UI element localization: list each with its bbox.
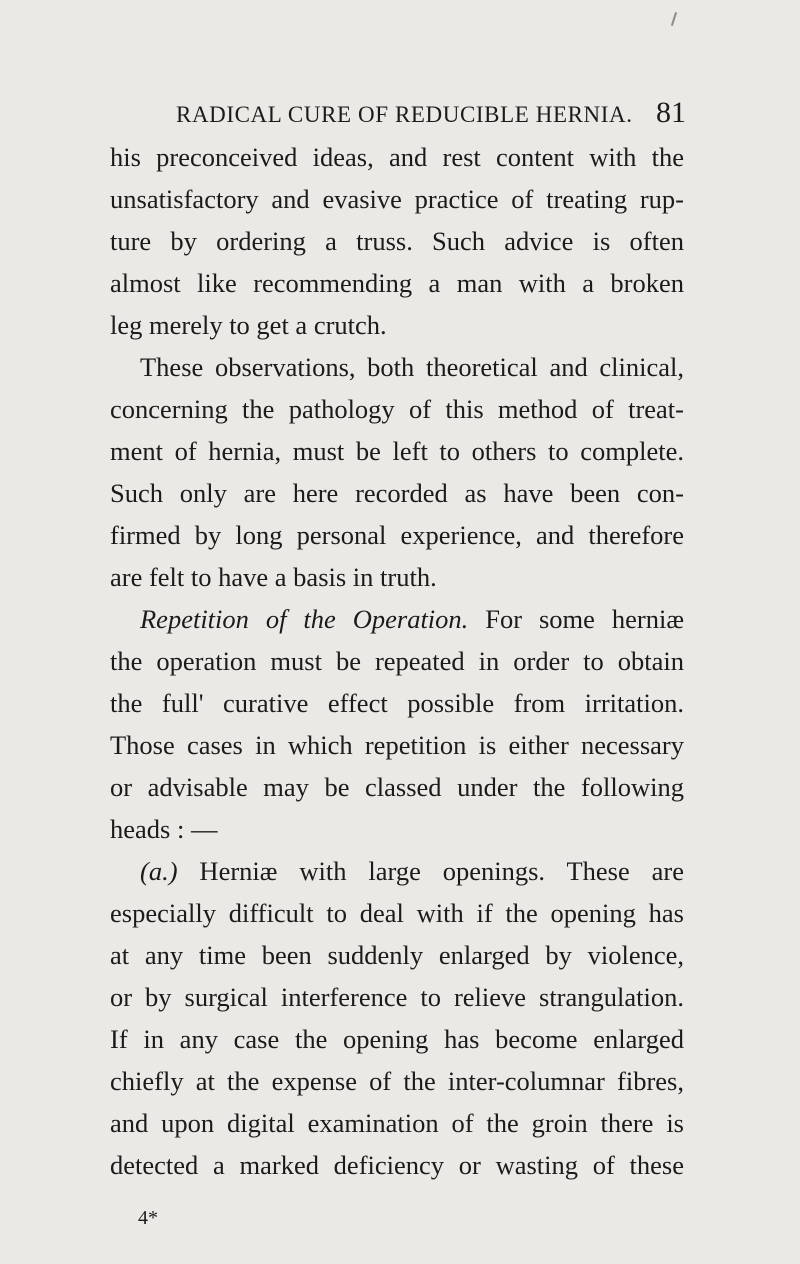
text-line: Those cases in which repetition is either necessary [110, 730, 684, 760]
text-fragment: For some herniæ [468, 604, 684, 634]
page-header [176, 96, 686, 130]
text-line: or advisable may be classed under the following [110, 772, 684, 802]
text-fragment: Herniæ with large openings. These are [177, 856, 684, 886]
text-line: the full' curative effect possible from irritation. [110, 688, 684, 718]
text-line: leg merely to get a crutch. [110, 310, 387, 340]
text-line: Such only are here recorded as have been con- [110, 478, 684, 508]
text-line: chiefly at the expense of the inter-columnar fibres, [110, 1066, 684, 1096]
text-line: detected a marked deficiency or wasting of these [110, 1150, 684, 1180]
text-line: unsatisfactory and evasive practice of treating rup- [110, 184, 684, 214]
text-line: These observations, both theoretical and clinical, [140, 352, 684, 382]
margin-mark [671, 12, 677, 26]
page-number: 81 [656, 96, 686, 129]
text-line: his preconceived ideas, and rest content with the [110, 142, 684, 172]
text-line: ture by ordering a truss. Such advice is often [110, 226, 684, 256]
text-line: heads : — [110, 814, 218, 844]
section-heading: Repetition of the Operation. [140, 604, 469, 634]
text-line: and upon digital examination of the groin there is [110, 1108, 684, 1138]
text-line: or by surgical interference to relieve strangulation. [110, 982, 684, 1012]
text-line: especially difficult to deal with if the opening has [110, 898, 684, 928]
text-line: almost like recommending a man with a broken [110, 268, 684, 298]
text-line: the operation must be repeated in order to obtain [110, 646, 684, 676]
text-line: If in any case the opening has become enlarged [110, 1024, 684, 1054]
text-line: ment of hernia, must be left to others to complete. [110, 436, 684, 466]
running-title: RADICAL CURE OF REDUCIBLE HERNIA. [176, 102, 633, 127]
text-line: are felt to have a basis in truth. [110, 562, 437, 592]
text-line [140, 598, 684, 640]
text-line: at any time been suddenly enlarged by violence, [110, 940, 684, 970]
signature-mark: 4* [138, 1207, 158, 1229]
text-line: firmed by long personal experience, and therefore [110, 520, 684, 550]
list-marker: (a.) [140, 856, 178, 886]
text-line: concerning the pathology of this method of treat- [110, 394, 684, 424]
text-line [140, 850, 684, 892]
